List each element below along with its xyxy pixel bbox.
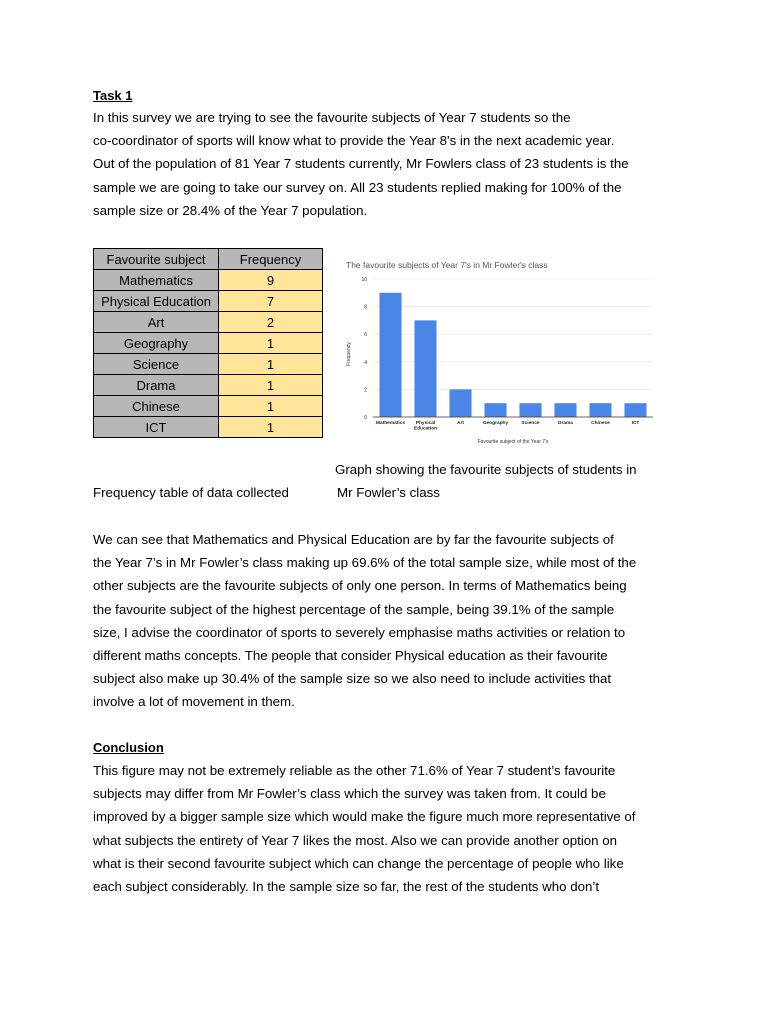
x-axis-label: Favourite subject of the Year 7's: [477, 439, 549, 445]
y-tick-label: 0: [364, 415, 367, 421]
x-tick-label: Science: [521, 421, 540, 426]
subject-cell: Geography: [94, 333, 219, 354]
text-line: other subjects are the favourite subjects of only one person. In terms of Mathematics being: [93, 578, 627, 594]
x-tick-label: Mathematics: [375, 421, 406, 426]
frequency-cell: 1: [219, 396, 323, 417]
frequency-table: [93, 248, 323, 438]
text-line: This figure may not be extremely reliable as the other 71.6% of Year 7 student’s favourite: [93, 763, 616, 778]
y-tick-label: 8: [364, 304, 367, 311]
text-line: subject also make up 30.4% of the sample size so we also need to include activities that: [93, 671, 612, 687]
x-tick-label: Chinese: [591, 421, 610, 426]
task1-heading: Task 1: [93, 88, 133, 103]
text-line: sample we are going to take our survey on. All 23 students replied making for 100% of the: [93, 179, 622, 195]
bar: [589, 403, 611, 417]
table-row: [94, 375, 323, 396]
subject-cell: Chinese: [94, 396, 219, 417]
table-row: [94, 312, 323, 333]
x-tick-label: Education: [413, 426, 438, 432]
bar-chart-svg: [335, 248, 663, 456]
text-line: We can see that Mathematics and Physical Education are by far the favourite subjects of: [93, 532, 614, 547]
header-frequency: Frequency: [219, 249, 323, 270]
bar: [484, 403, 506, 417]
conclusion-heading: Conclusion: [93, 740, 164, 755]
frequency-cell: 9: [219, 270, 323, 291]
graph-caption-line2: Mr Fowler’s class: [337, 485, 440, 500]
text-line: what subjects the entirety of Year 7 likes the most. Also we can provide another option on: [93, 832, 618, 848]
bar: [414, 320, 436, 417]
table-row: [94, 396, 323, 417]
bar: [519, 403, 541, 417]
x-tick-label: Geography: [482, 421, 509, 426]
table-row: [94, 354, 323, 375]
subject-cell: Art: [94, 312, 219, 333]
table-row: [94, 417, 323, 438]
table-header-row: [94, 249, 323, 270]
x-tick-label: ICT: [631, 421, 640, 426]
conclusion-paragraph: [93, 759, 683, 898]
text-line: co-coordinator of sports will know what to provide the Year 8's in the next academic year.: [93, 133, 615, 149]
bar-chart: [335, 248, 663, 456]
text-line: each subject considerably. In the sample size so far, the rest of the students who don’t: [93, 879, 600, 895]
x-tick-label: Art: [457, 421, 464, 426]
chart-title: The favourite subjects of Year 7's in Mr Fowler's class: [346, 260, 548, 270]
task1-paragraph: [93, 106, 683, 222]
subject-cell: Mathematics: [94, 270, 219, 291]
y-tick-label: 10: [361, 277, 367, 283]
text-line: Out of the population of 81 Year 7 students currently, Mr Fowlers class of 23 students is the: [93, 156, 629, 172]
text-line: the favourite subject of the highest percentage of the sample, being 39.1% of the sample: [93, 601, 615, 617]
bar: [379, 293, 401, 417]
analysis-paragraph: [93, 528, 683, 714]
bar: [624, 403, 646, 417]
frequency-cell: 7: [219, 291, 323, 312]
text-line: improved by a bigger sample size which would make the figure much more representative of: [93, 809, 636, 825]
text-line: the Year 7’s in Mr Fowler’s class making up 69.6% of the total sample size, while most of the: [93, 555, 637, 571]
y-tick-label: 4: [364, 359, 367, 366]
bar: [449, 389, 471, 417]
x-tick-label: Drama: [558, 421, 573, 426]
text-line: different maths concepts. The people that consider Physical education as their favourite: [93, 648, 608, 664]
frequency-cell: 1: [219, 333, 323, 354]
frequency-cell: 1: [219, 354, 323, 375]
y-axis-label: Frequency: [346, 342, 352, 366]
bar: [554, 403, 576, 417]
subject-cell: Drama: [94, 375, 219, 396]
graph-caption-line1: Graph showing the favourite subjects of students in: [335, 462, 637, 477]
text-line: what is their second favourite subject which can change the percentage of people who like: [93, 855, 624, 871]
subject-cell: ICT: [94, 417, 219, 438]
frequency-cell: 1: [219, 375, 323, 396]
y-tick-label: 6: [364, 332, 367, 339]
header-subject: Favourite subject: [94, 249, 219, 270]
table-caption: Frequency table of data collected: [93, 485, 289, 500]
frequency-cell: 2: [219, 312, 323, 333]
text-line: subjects may differ from Mr Fowler’s class which the survey was taken from. It could be: [93, 786, 606, 802]
text-line: In this survey we are trying to see the favourite subjects of Year 7 students so the: [93, 110, 571, 125]
table-row: [94, 333, 323, 354]
x-tick-label: Physical: [415, 421, 436, 426]
text-line: sample size or 28.4% of the Year 7 population.: [93, 202, 368, 218]
frequency-cell: 1: [219, 417, 323, 438]
text-line: size, I advise the coordinator of sports to severely emphasise maths activities or relation to: [93, 624, 626, 640]
text-line: involve a lot of movement in them.: [93, 694, 295, 710]
table-row: [94, 270, 323, 291]
subject-cell: Physical Education: [94, 291, 219, 312]
subject-cell: Science: [94, 354, 219, 375]
y-tick-label: 2: [364, 387, 367, 394]
table-row: [94, 291, 323, 312]
